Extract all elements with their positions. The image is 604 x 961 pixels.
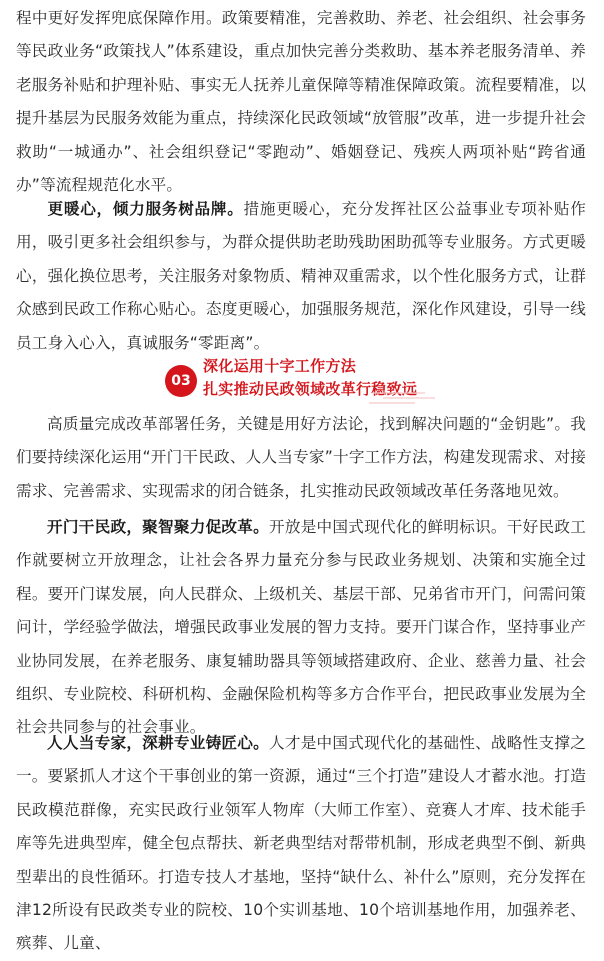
paragraph-lead-heading: 更暖心，倾力服务树品牌。 (47, 200, 244, 218)
section-title-line2: 扎实推动民政领域改革行稳致远 (203, 380, 418, 398)
paragraph-methodology (16, 408, 586, 508)
paragraph-warm-service (16, 193, 586, 360)
paragraph-lead-heading: 开门干民政，聚智聚力促改革。 (47, 518, 269, 536)
paragraph-text: 措施更暖心，充分发挥社区公益事业专项补贴作用，吸引更多社会组织参与，为群众提供助老助残助困助孤等专业服务。方式更暖心，强化换位思考，关注服务对象物质、精神双重需求，以个性化服务方式，让群众感到民政工作称心贴心。态度更暖心，加强服务规范，深化作风建设，引导一线员工身入心入，真诚服务“零距离”。 (16, 200, 587, 352)
paragraph-text: 程中更好发挥兜底保障作用。政策要精准，完善救助、养老、社会组织、社会事务等民政业务“政策找人”体系建设，重点加快完善分类救助、基本养老服务清单、养老服务补贴和护理补贴、事实无人抚养儿童保障等精准保障政策。流程要精准，以提升基层为民服务效能为重点，持续深化民政领域“放管服”改革，进一步提升社会救助“一城通办”、社会组织登记“零跑动”、婚姻登记、残疾人两项补贴“跨省通办”等流程规范化水平。 (16, 9, 586, 195)
paragraph-text: 高质量完成改革部署任务，关键是用好方法论，找到解决问题的“金钥匙”。我们要持续深化运用“开门干民政、人人当专家”十字工作方法，构建发现需求、对接需求、完善需求、实现需求的闭合链条，扎实推动民政领域改革任务落地见效。 (16, 415, 586, 500)
paragraph-precise-policy (16, 2, 586, 202)
paragraph-text: 人才是中国式现代化的基础性、战略性支撑之一。要紧抓人才这个干事创业的第一资源，通过“三个打造”建设人才蓄水池。打造民政模范群像，充实民政行业领军人物库（大师工作室）、竞赛人才库、技术能手库等先进典型库，健全包点帮扶、新老典型结对帮带机制，形成老典型不倒、新典型辈出的良性循环。打造专技人才基地，坚持“缺什么、补什么”原则，充分发挥在津12所设有民政类专业的院校、10个实训基地、10个培训基地作用，加强养老、殡葬、儿童、 (16, 734, 586, 953)
paragraph-text: 开放是中国式现代化的鲜明标识。干好民政工作就要树立开放理念，让社会各界力量充分参与民政业务规划、决策和实施全过程。要开门谋发展，向人民群众、上级机关、基层干部、兄弟省市开门，问需问策问计，学经验学做法，增强民政事业发展的智力支持。要开门谋合作，坚持事业产业协同发展，在养老服务、康复辅助器具等领域搭建政府、企业、慈善力量、社会组织、专业院校、科研机构、金融保险机构等多方合作平台，把民政事业发展为全社会共同参与的社会事业。 (16, 518, 586, 737)
paragraph-experts (16, 727, 586, 961)
paragraph-open-door (16, 511, 586, 745)
section-title-line1: 深化运用十字工作方法 (203, 357, 357, 375)
paragraph-lead-heading: 人人当专家，深耕专业铸匠心。 (47, 734, 269, 752)
section-header (165, 351, 445, 411)
decorative-lines-icon (365, 387, 445, 407)
section-number-badge: 03 (165, 365, 197, 397)
